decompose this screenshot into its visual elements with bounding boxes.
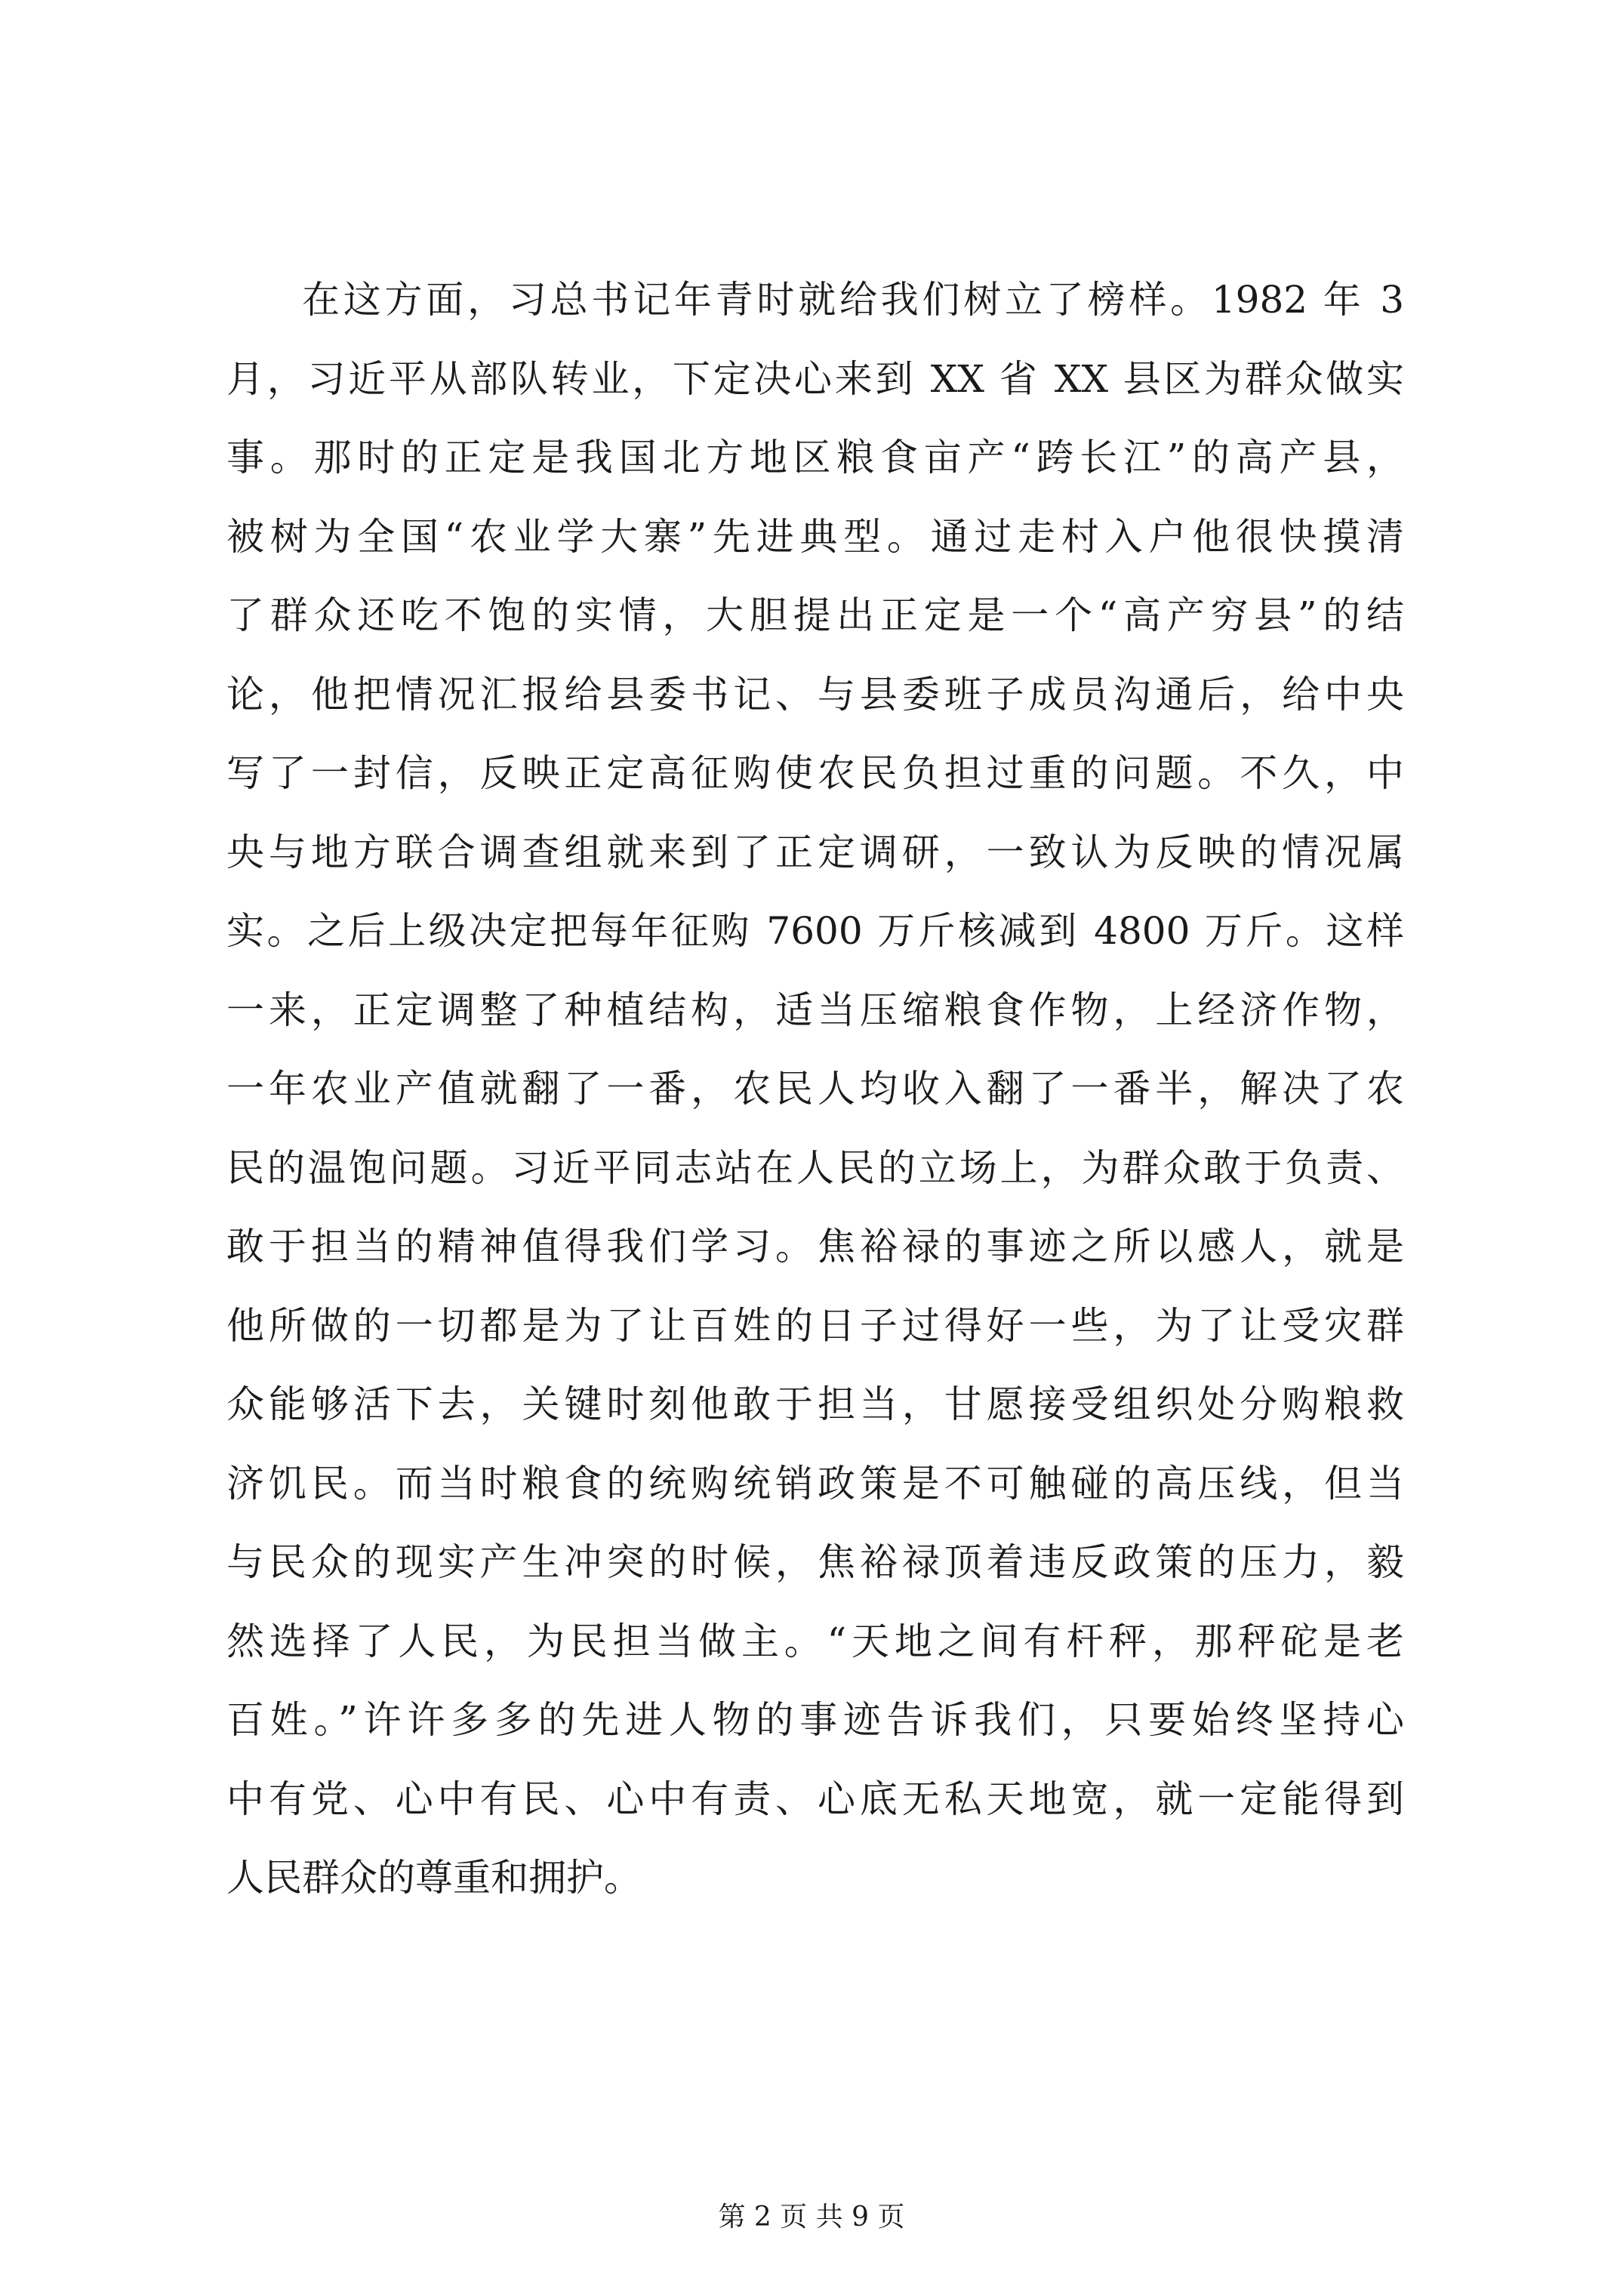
body-paragraph: [226, 260, 1404, 1918]
paragraph-line: 月，习近平从部队转业，下定决心来到 XX 省 XX 县区为群众做实: [226, 356, 1404, 401]
paragraph-line: 敢于担当的精神值得我们学习。焦裕禄的事迹之所以感人，就是: [226, 1225, 1404, 1268]
paragraph-line: 百姓。”许许多多的先进人物的事迹告诉我们，只要始终坚持心: [226, 1698, 1404, 1742]
page-footer: [0, 2196, 1623, 2234]
paragraph-line: 济饥民。而当时粮食的统购统销政策是不可触碰的高压线，但当: [226, 1461, 1404, 1505]
paragraph-line: 在这方面，习总书记年青时就给我们树立了榜样。1982 年 3: [302, 278, 1404, 322]
paragraph-line: 事。那时的正定是我国北方地区粮食亩产“跨长江”的高产县，: [226, 436, 1404, 479]
paragraph-line: 他所做的一切都是为了让百姓的日子过得好一些，为了让受灾群: [226, 1303, 1404, 1348]
paragraph-line: 写了一封信，反映正定高征购使农民负担过重的问题。不久，中: [226, 751, 1404, 795]
paragraph-line: 民的温饱问题。习近平同志站在人民的立场上，为群众敢于负责、: [226, 1145, 1404, 1190]
paragraph-line: 了群众还吃不饱的实情，大胆提出正定是一个“高产穷县”的结: [226, 593, 1404, 637]
paragraph-line: 央与地方联合调查组就来到了正定调研，一致认为反映的情况属: [226, 830, 1404, 874]
page-indicator: 第 2 页 共 9 页: [718, 2202, 905, 2233]
paragraph-line: 一来，正定调整了种植结构，适当压缩粮食作物，上经济作物，: [226, 988, 1404, 1032]
paragraph-line: 实。之后上级决定把每年征购 7600 万斤核减到 4800 万斤。这样: [226, 909, 1404, 953]
paragraph-line: 人民群众的尊重和拥护。: [226, 1856, 642, 1900]
paragraph-line: 被树为全国“农业学大寨”先进典型。通过走村入户他很快摸清: [226, 514, 1404, 559]
paragraph-line: 与民众的现实产生冲突的时候，焦裕禄顶着违反政策的压力，毅: [226, 1540, 1404, 1584]
paragraph-line: 众能够活下去，关键时刻他敢于担当，甘愿接受组织处分购粮救: [226, 1382, 1404, 1426]
paragraph-line: 中有党、心中有民、心中有责、心底无私天地宽，就一定能得到: [226, 1777, 1404, 1821]
paragraph-line: 然选择了人民，为民担当做主。“天地之间有杆秤，那秤砣是老: [226, 1619, 1404, 1663]
paragraph-line: 一年农业产值就翻了一番，农民人均收入翻了一番半，解决了农: [226, 1067, 1404, 1111]
paragraph-line: 论，他把情况汇报给县委书记、与县委班子成员沟通后，给中央: [226, 672, 1404, 717]
